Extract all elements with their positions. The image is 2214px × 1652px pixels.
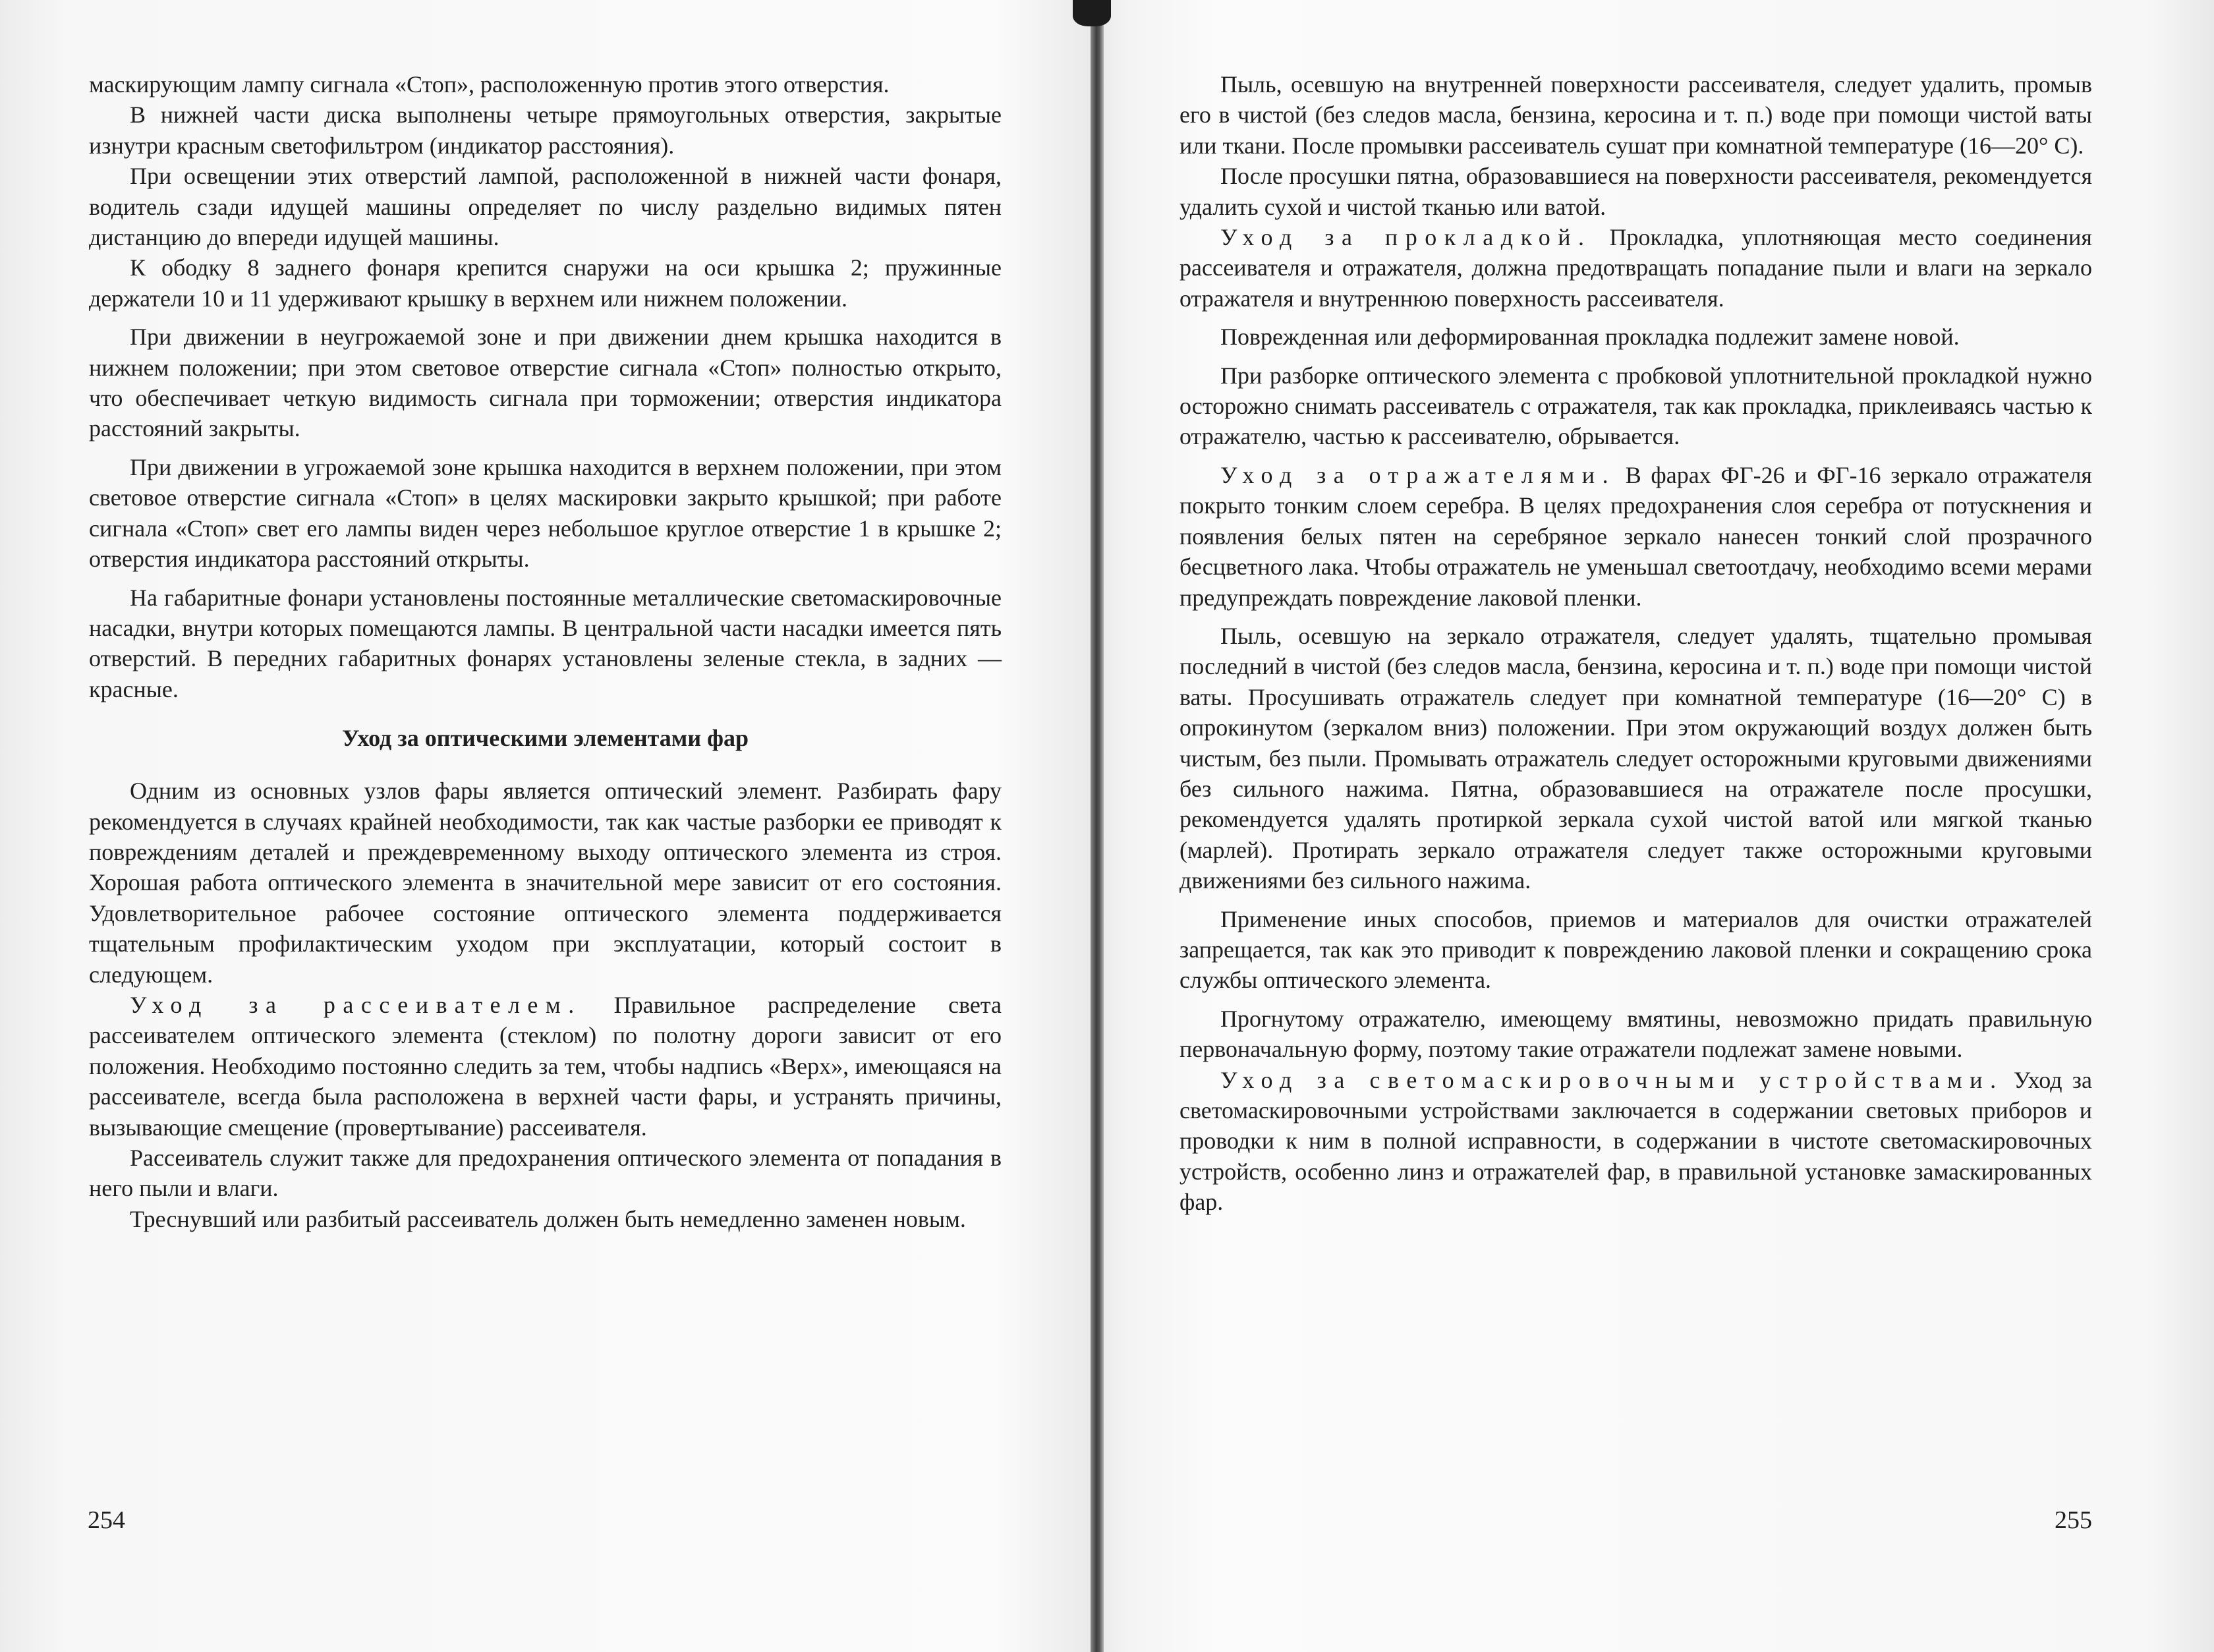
paragraph-text: Правильное распределение света рассеивателем оптического элемента (стеклом) по полотну дороги зависит от его положения. Необходимо постоянно следить за тем, чтобы надпись «Верх», имеющаяся на рассеивателе, всегда была расположена в верхней части фары, и устранять причины, вызывающие смещение (провертывание) рассеивателя. — [89, 991, 1002, 1141]
paragraph: В нижней части диска выполнены четыре прямоугольных отверстия, закрытые изнутри красным светофильтром (индикатор расстояния). — [89, 101, 1002, 159]
paragraph: Поврежденная или деформированная прокладка подлежит замене новой. — [1220, 324, 1960, 351]
gutter-shadow — [1073, 0, 1111, 26]
right-page — [1179, 69, 2092, 1218]
paragraph — [89, 990, 1002, 1143]
paragraph — [1179, 460, 2092, 613]
paragraph — [1179, 222, 2092, 314]
left-page — [89, 69, 1002, 1234]
paragraph: К ободку 8 заднего фонаря крепится снаружи на оси крышка 2; пружинные держатели 10 и 11 удерживают крышку в верхнем или нижнем положении. — [89, 254, 1002, 312]
page-number: 255 — [2055, 1506, 2092, 1534]
subsection-lead: Уход за прокладкой. — [1220, 224, 1592, 251]
paragraph: При движении в неугрожаемой зоне и при движении днем крышка находится в нижнем положении; при этом световое отверстие сигнала «Стоп» полностью открыто, что обеспечивает четкую видимость сигнала при торможении; отверстия индикатора расстояний закрыты. — [89, 324, 1002, 442]
page-number: 254 — [88, 1506, 125, 1534]
paragraph: При разборке оптического элемента с пробковой уплотнительной прокладкой нужно осторожно снимать рассеиватель с отражателя, так как прокладка, приклеиваясь частью к отражателю, частью к рассеивателю, обрывается. — [1179, 362, 2092, 450]
paragraph — [1179, 1065, 2092, 1218]
paragraph: Рассеиватель служит также для предохранения оптического элемента от попадания в него пыли и влаги. — [89, 1145, 1002, 1202]
paragraph: маскирующим лампу сигнала «Стоп», расположенную против этого отверстия. — [89, 71, 890, 98]
book-gutter — [1091, 0, 1104, 1652]
paragraph-text: В фарах ФГ-26 и ФГ-16 зеркало отражателя покрыто тонким слоем серебра. В целях предохранения слоя серебра от потускнения и появления белых пятен на серебряное зеркало нанесен тонкий слой прозрачного бесцветного лака. Чтобы отражатель не уменьшал светоотдачу, необходимо всеми мерами предупреждать повреждение лаковой пленки. — [1179, 461, 2092, 611]
subsection-lead: Уход за отражателями. — [1220, 461, 1616, 488]
paragraph: Треснувший или разбитый рассеиватель должен быть немедленно заменен новым. — [130, 1205, 966, 1232]
paragraph: Пыль, осевшую на зеркало отражателя, следует удалять, тщательно промывая последний в чистой (без следов масла, бензина, керосина и т. п.) воде при помощи чистой ваты. Просушивать отражатель следует при комнатной температуре (16—20° С) в опрокинутом (зеркалом вниз) положении. При этом окружающий воздух должен быть чистым, без пыли. Промывать отражатель следует осторожными круговыми движениями без сильного нажима. Пятна, образовавшиеся на отражателе после просушки, рекомендуется удалять протиркой зеркала сухой чистой ватой или мягкой тканью (марлей). Протирать зеркало отражателя следует также осторожными круговыми движениями без сильного нажима. — [1179, 622, 2092, 894]
paragraph: Пыль, осевшую на внутренней поверхности рассеивателя, следует удалить, промыв его в чистой (без следов масла, бензина, керосина и т. п.) воде при помощи чистой ваты или ткани. После промывки рассеиватель сушат при комнатной температуре (16—20° С). — [1179, 71, 2092, 159]
paragraph-text: Уход за светомаскировочными устройствами заключается в содержании световых приборов и проводки к ним в полной исправности, в содержании в чистоте светомаскировочных устройств, особенно линз и отражателей фар, в правильной установке замаскированных фар. — [1179, 1066, 2092, 1216]
paragraph: Одним из основных узлов фары является оптический элемент. Разбирать фару рекомендуется в случаях крайней необходимости, так как частые разборки ее приводят к повреждениям деталей и преждевременному выходу оптического элемента из строя. Хорошая работа оптического элемента в значительной мере зависит от его состояния. Удовлетворительное рабочее состояние оптического элемента поддерживается тщательным профилактическим уходом при эксплуатации, который состоит в следующем. — [89, 778, 1002, 988]
section-heading: Уход за оптическими элементами фар — [342, 725, 749, 752]
paragraph-text: Прокладка, уплотняющая место соединения рассеивателя и отражателя, должна предотвращать попадание пыли и влаги на зеркало отражателя и внутреннюю поверхность рассеивателя. — [1179, 224, 2092, 312]
paragraph: При освещении этих отверстий лампой, расположенной в нижней части фонаря, водитель сзади идущей машины определяет по числу раздельно видимых пятен дистанцию до впереди идущей машины. — [89, 163, 1002, 251]
paragraph: После просушки пятна, образовавшиеся на поверхности рассеивателя, рекомендуется удалить сухой и чистой тканью или ватой. — [1179, 163, 2092, 220]
paragraph: На габаритные фонари установлены постоянные металлические светомаскировочные насадки, внутри которых помещаются лампы. В центральной части насадки имеется пять отверстий. В передних габаритных фонарях установлены зеленые стекла, в задних — красные. — [89, 584, 1002, 702]
subsection-lead: Уход за рассеивателем. — [130, 991, 582, 1018]
subsection-lead: Уход за светомаскировочными устройствами. — [1220, 1066, 2004, 1093]
paragraph: Прогнутому отражателю, имеющему вмятины, невозможно придать правильную первоначальную форму, поэтому такие отражатели подлежат замене новыми. — [1179, 1005, 2092, 1063]
paragraph: Применение иных способов, приемов и материалов для очистки отражателей запрещается, так как это приводит к повреждению лаковой пленки и сокращению срока службы оптического элемента. — [1179, 905, 2092, 994]
paragraph: При движении в угрожаемой зоне крышка находится в верхнем положении, при этом световое отверстие сигнала «Стоп» в целях маскировки закрыто крышкой; при работе сигнала «Стоп» свет его лампы виден через небольшое круглое отверстие 1 в крышке 2; отверстия индикатора расстояний открыты. — [89, 453, 1002, 573]
